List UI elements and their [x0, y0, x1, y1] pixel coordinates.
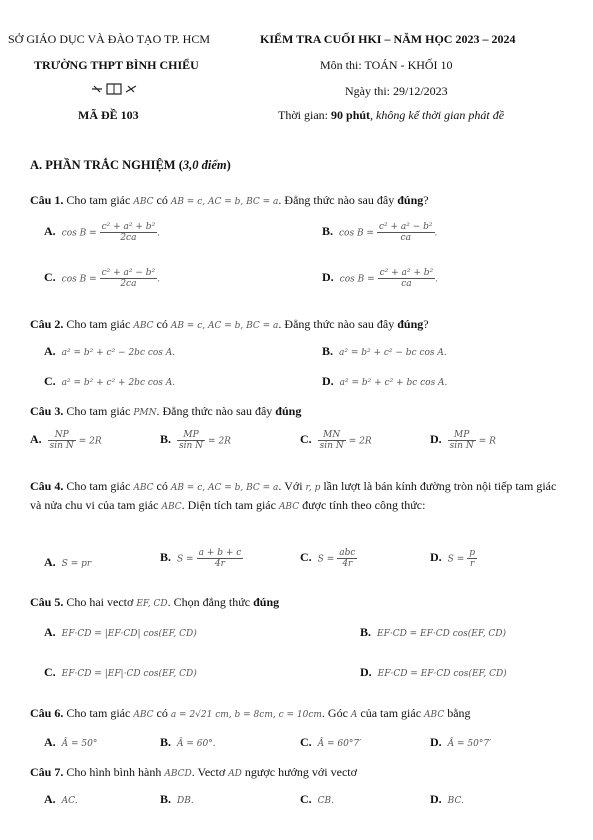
question-6 [30, 705, 565, 724]
q3-option-d[interactable] [430, 430, 496, 451]
denominator: sin N [449, 441, 474, 451]
question-text: . Đẳng thức nào sau đây [278, 193, 398, 207]
math-expr: . [434, 228, 438, 239]
q7-option-d[interactable] [430, 792, 464, 807]
fraction [337, 548, 357, 569]
math-expr: cos B = [339, 228, 374, 239]
math-expr: Â = 50° [61, 739, 98, 749]
fraction [48, 430, 76, 451]
fraction [377, 222, 435, 243]
book-ornament-icon [90, 82, 140, 96]
option-letter: B. [160, 550, 172, 565]
math-expr: a² = b² + c² + bc cos A. [339, 378, 448, 388]
q2-option-b[interactable] [322, 344, 447, 359]
math-expr: EF·CD = EF·CD cos(EF, CD) [377, 669, 507, 679]
q7-option-b[interactable] [160, 792, 194, 807]
question-label: Câu 5. [30, 595, 64, 609]
question-text: Cho tam giác [63, 404, 134, 418]
fraction [467, 548, 477, 569]
school-name: TRƯỜNG THPT BÌNH CHIỂU [34, 58, 199, 72]
math-expr: cos B = [339, 274, 375, 285]
option-letter: D. [430, 792, 442, 806]
math-expr: a² = b² + c² − 2bc cos A. [61, 348, 176, 358]
question-3 [30, 403, 565, 422]
question-label: Câu 2. [30, 317, 64, 331]
section-title-text: A. PHẦN TRẮC NGHIỆM ( [30, 158, 183, 172]
denominator: r [469, 559, 475, 569]
question-text: . Chọn đẳng thức [167, 595, 254, 609]
math-expr: Â = 60°7′ [317, 739, 362, 749]
question-text: lần lượt là bán kính đường tròn nội tiếp tam giác và nửa chu vi của tam giác [30, 479, 557, 512]
math-expr: a² = b² + c² + 2bc cos A. [61, 378, 176, 388]
q1-option-b[interactable] [322, 222, 437, 243]
fraction [100, 222, 161, 243]
denominator: 2ca [120, 279, 137, 289]
denominator: sin N [49, 441, 74, 451]
math-expr: . [435, 274, 439, 285]
duration-note: , không kể thời gian phát đề [370, 108, 505, 122]
math-expr: DB. [177, 796, 194, 806]
numerator: c² + a² + b² [101, 222, 156, 232]
question-text: của tam giác [357, 706, 425, 720]
option-letter: B. [160, 432, 172, 447]
math-expr: Â = 60°. [177, 739, 216, 749]
math-expr: ABC [278, 502, 300, 512]
question-text: bằng [444, 706, 471, 720]
question-text: Cho tam giác [63, 193, 134, 207]
duration-prefix: Thời gian: [278, 108, 332, 122]
option-letter: A. [44, 224, 56, 239]
math-expr: ABC [133, 710, 154, 720]
question-4 [30, 478, 565, 516]
option-letter: C. [300, 550, 312, 565]
q2-option-d[interactable] [322, 374, 447, 389]
question-emphasis: đúng [275, 404, 302, 418]
math-expr: . [157, 228, 161, 239]
question-emphasis: đúng [253, 595, 280, 609]
option-letter: A. [44, 625, 56, 639]
q3-option-b[interactable] [160, 430, 231, 451]
denominator: 4r [214, 559, 225, 569]
q3-option-c[interactable] [300, 430, 372, 451]
q3-option-a[interactable] [30, 430, 102, 451]
fraction [378, 268, 439, 289]
option-letter: D. [430, 735, 442, 749]
math-expr: S = [447, 554, 465, 565]
math-expr: S = pr [61, 559, 92, 569]
question-text: được tính theo công thức: [299, 498, 426, 512]
denominator: ca [401, 279, 412, 289]
q5-option-a[interactable] [44, 625, 197, 640]
q1-option-c[interactable] [44, 268, 160, 289]
question-text: ? [423, 193, 429, 207]
q2-option-a[interactable] [44, 344, 175, 359]
numerator: a + b + c [198, 548, 242, 558]
q2-option-c[interactable] [44, 374, 175, 389]
fraction [318, 430, 346, 451]
question-text: có [153, 479, 171, 493]
numerator: MN [318, 430, 346, 441]
question-label: Câu 1. [30, 193, 64, 207]
option-letter: B. [360, 625, 372, 639]
math-expr: a² = b² + c² − bc cos A. [339, 348, 447, 358]
question-text: có [153, 193, 171, 207]
section-points: 3,0 điểm [182, 158, 227, 172]
section-close: ) [226, 158, 231, 172]
question-2 [30, 316, 565, 335]
q4-option-a[interactable] [44, 555, 91, 570]
question-text: . Vectơ [191, 765, 229, 779]
q4-option-d[interactable] [430, 548, 477, 569]
math-expr: AD [228, 769, 242, 779]
math-expr: ABC [133, 483, 154, 493]
subject-text: Môn thi: TOÁN - KHỐI 10 [320, 58, 453, 72]
math-expr: ABC [133, 321, 154, 331]
math-expr: Â = 50°7′ [447, 739, 492, 749]
option-letter: A. [44, 735, 56, 749]
denominator: sin N [179, 441, 204, 451]
math-expr: r, p [305, 483, 321, 493]
option-letter: B. [160, 792, 172, 806]
question-text: có [153, 706, 171, 720]
option-letter: A. [30, 432, 42, 447]
question-label: Câu 3. [30, 404, 64, 418]
question-5 [30, 594, 565, 613]
numerator: NP [48, 430, 76, 441]
math-expr: CB. [317, 796, 335, 806]
math-expr: EF, CD [136, 599, 168, 609]
question-text: . Diện tích tam giác [181, 498, 279, 512]
duration-value: 90 phút [331, 108, 371, 122]
question-label: Câu 4. [30, 479, 64, 493]
option-letter: C. [300, 432, 312, 447]
math-expr: ABCD [164, 769, 192, 779]
option-letter: A. [44, 344, 56, 358]
numerator: MP [448, 430, 476, 441]
q1-option-d[interactable] [322, 268, 438, 289]
option-letter: C. [300, 792, 312, 806]
math-expr: EF·CD = |EF·CD| cos(EF, CD) [61, 629, 197, 639]
math-expr: S = [317, 554, 335, 565]
math-expr: cos B = [61, 228, 97, 239]
option-letter: A. [44, 792, 56, 806]
option-letter: C. [44, 665, 56, 679]
q6-option-a[interactable] [44, 735, 97, 750]
question-emphasis: đúng [397, 317, 424, 331]
exam-date: Ngày thi: 29/12/2023 [345, 84, 448, 98]
math-expr: ABC [424, 710, 445, 720]
option-letter: D. [360, 665, 372, 679]
question-text: ngược hướng với vectơ [241, 765, 357, 779]
math-expr: = 2R [348, 436, 372, 447]
question-text: Cho hai vectơ [63, 595, 137, 609]
option-letter: C. [44, 374, 56, 388]
question-text: . Đẳng thức nào sau đây [278, 317, 398, 331]
question-text: Cho hình bình hành [63, 765, 165, 779]
question-text: Cho tam giác [63, 706, 134, 720]
department-name: SỞ GIÁO DỤC VÀ ĐÀO TẠO TP. HCM [8, 32, 211, 46]
exam-title: KIỂM TRA CUỐI HKI – NĂM HỌC 2023 – 2024 [260, 32, 516, 46]
question-label: Câu 7. [30, 765, 64, 779]
q7-option-a[interactable] [44, 792, 78, 807]
math-expr: EF·CD = |EF|·CD cos(EF, CD) [61, 669, 197, 679]
question-emphasis: đúng [397, 193, 424, 207]
q5-option-d[interactable] [360, 665, 507, 680]
option-letter: C. [44, 270, 56, 285]
question-text: Cho tam giác [63, 479, 134, 493]
math-expr: A [350, 710, 358, 720]
math-expr: = 2R [208, 436, 231, 447]
q6-option-d[interactable] [430, 735, 491, 750]
option-letter: D. [430, 432, 442, 447]
question-1 [30, 192, 565, 211]
math-expr: PMN [133, 408, 157, 418]
exam-subject [320, 58, 453, 73]
numerator: abc [339, 548, 356, 558]
option-letter: D. [322, 270, 334, 285]
math-expr: cos B = [61, 274, 97, 285]
question-text: Cho tam giác [63, 317, 134, 331]
math-expr: AB = c, AC = b, BC = a [170, 483, 279, 493]
fraction [177, 430, 205, 451]
math-expr: AB = c, AC = b, BC = a [170, 321, 279, 331]
q5-option-c[interactable] [44, 665, 197, 680]
math-expr: AB = c, AC = b, BC = a [170, 197, 279, 207]
question-7 [30, 764, 565, 783]
math-expr: a = 2√21 cm, b = 8cm, c = 10cm [170, 710, 322, 720]
question-text: có [153, 317, 171, 331]
option-letter: C. [300, 735, 312, 749]
denominator: 2ca [120, 233, 137, 243]
denominator: ca [400, 233, 411, 243]
math-expr: BC. [447, 796, 464, 806]
question-text: ? [423, 317, 429, 331]
q1-option-a[interactable] [44, 222, 160, 243]
section-title [30, 158, 231, 173]
option-letter: B. [160, 735, 172, 749]
math-expr: = 2R [78, 436, 102, 447]
fraction [448, 430, 476, 451]
q6-option-b[interactable] [160, 735, 216, 750]
numerator: c² + a² − b² [378, 222, 433, 232]
numerator: p [469, 548, 476, 558]
option-letter: D. [430, 550, 442, 565]
exam-duration [278, 108, 504, 123]
math-expr: EF·CD = EF·CD cos(EF, CD) [377, 629, 507, 639]
denominator: sin N [319, 441, 344, 451]
numerator: c² + a² − b² [101, 268, 156, 278]
math-expr: ABC [133, 197, 154, 207]
math-expr: S = [177, 554, 194, 565]
math-expr: AC. [61, 796, 78, 806]
math-expr: . [157, 274, 161, 285]
option-letter: B. [322, 344, 334, 358]
math-expr: = R [478, 436, 496, 447]
question-text: . Với [278, 479, 306, 493]
question-label: Câu 6. [30, 706, 64, 720]
denominator: 4r [342, 559, 353, 569]
q6-option-c[interactable] [300, 735, 361, 750]
exam-code: MÃ ĐỀ 103 [78, 108, 139, 122]
numerator: c² + a² + b² [379, 268, 434, 278]
math-expr: ABC [161, 502, 182, 512]
q4-option-c[interactable] [300, 548, 357, 569]
numerator: MP [177, 430, 205, 441]
q7-option-c[interactable] [300, 792, 334, 807]
question-text: . Đẳng thức nào sau đây [156, 404, 276, 418]
fraction [197, 548, 244, 569]
q5-option-b[interactable] [360, 625, 506, 640]
q4-option-b[interactable] [160, 548, 243, 569]
option-letter: B. [322, 224, 334, 239]
question-text: . Góc [321, 706, 351, 720]
option-letter: D. [322, 374, 334, 388]
fraction [100, 268, 161, 289]
option-letter: A. [44, 555, 56, 569]
